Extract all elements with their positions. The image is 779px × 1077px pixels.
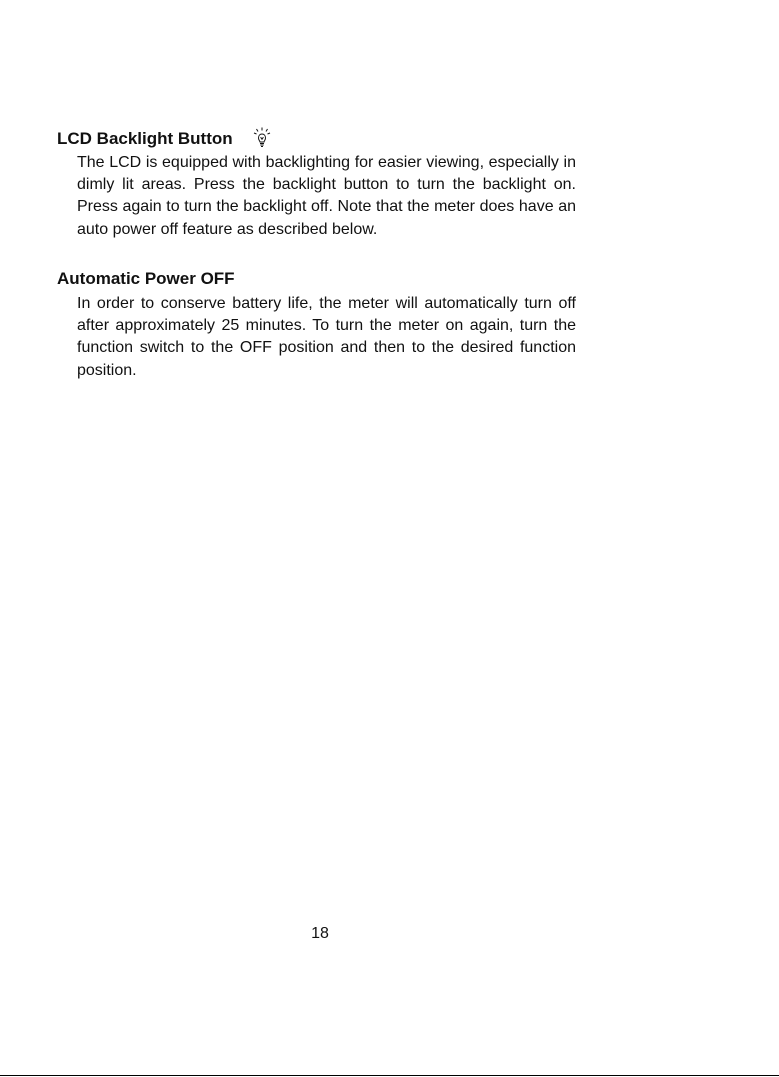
page-number: 18 xyxy=(311,925,329,942)
section-body-lcd-backlight: The LCD is equipped with backlighting for easier viewing, especially in dimly lit areas. Press the backlight button to turn the backlight on. Press again to turn the backlight off. Note that the meter does have an auto power off feature as described below. xyxy=(77,154,576,238)
section-heading-lcd-backlight xyxy=(57,129,271,149)
section-heading-text: LCD Backlight Button xyxy=(57,129,233,148)
page-bottom-divider xyxy=(0,1075,779,1076)
section-heading-automatic-power-off: Automatic Power OFF xyxy=(57,269,235,288)
section-body-automatic-power-off: In order to conserve battery life, the meter will automatically turn off after approximately 25 minutes. To turn the meter on again, turn the function switch to the OFF position and then to the desired function position. xyxy=(77,295,576,379)
lightbulb-icon xyxy=(253,127,271,149)
